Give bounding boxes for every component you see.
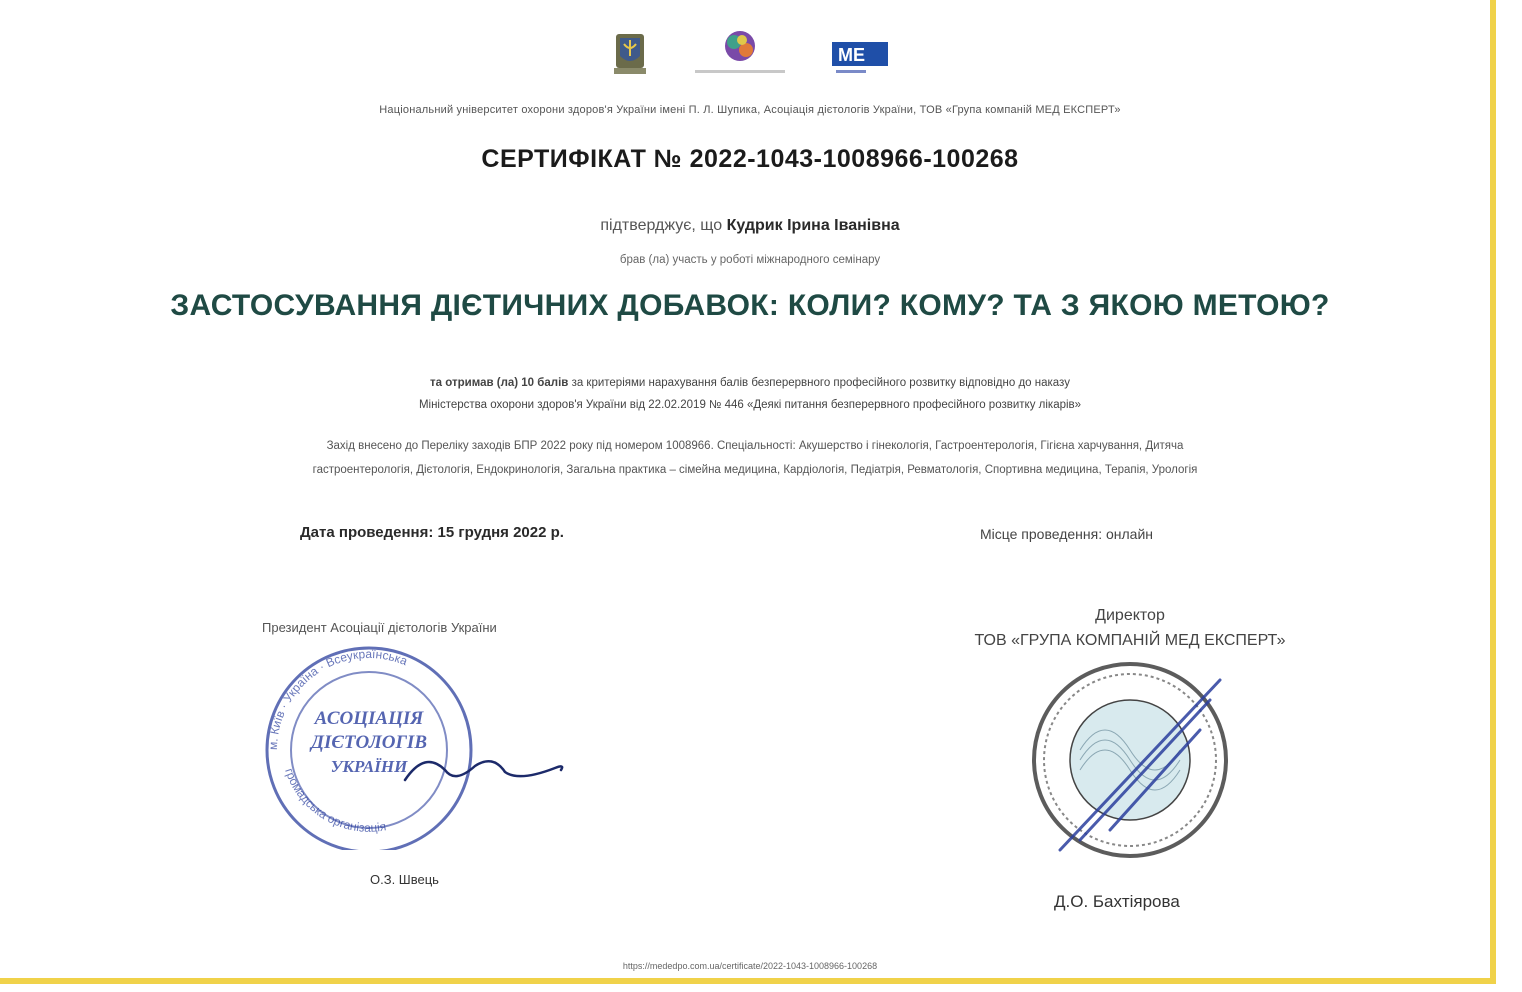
event-place: Місце проведення: онлайн [980,526,1154,542]
stamp-center-line-1: АСОЦІАЦІЯ [314,708,424,729]
logo-row [0,28,1500,78]
confirm-prefix: підтверджує, що [600,217,723,234]
right-signatory-name: Д.О. Бахтіярова [1054,892,1180,911]
stamp-ring-top: м. Київ · Україна · Всеукраїнська [265,646,410,751]
company-stamp [1020,660,1250,870]
points-line-2: Міністерства охорони здоров'я України від 22.02.2019 № 446 «Деякі питання безперервного професійного розвитку лікарів» [418,399,1082,411]
association-stamp [255,640,575,850]
stamp-center-line-3: УКРАЇНИ [330,757,408,776]
right-signatory-role: Директор [1095,607,1165,624]
left-signatory-name: О.З. Швець [370,872,439,887]
specialties-block [95,434,1415,482]
left-signature-stroke [405,761,562,780]
circle-emblem-logo [690,28,790,78]
organizers-line: Національний університет охорони здоров'я України імені П. Л. Шупика, Асоціація дієтологів України, ТОВ «Група компаній МЕД ЕКСПЕРТ» [379,104,1121,116]
event-date: Дата проведення: 15 грудня 2022 р. [300,524,564,541]
points-block [0,372,1500,416]
points-line-1-rest: за критеріями нарахування балів безперервного професійного розвитку відповідно до наказу [571,377,1070,389]
left-signatory-title: Президент Асоціації дієтологів України [262,620,497,635]
confirm-line [0,217,1500,235]
participation-text: брав (ла) участь у роботі міжнародного семінару [619,254,881,266]
med-expert-logo [830,32,890,78]
points-prefix: та отримав (ла) 10 балів [430,377,569,389]
points-line-1 [0,372,1500,394]
participant-name: Кудрик Ірина Іванівна [726,217,900,234]
right-signatory-title [900,603,1360,653]
specialties-line-1: Захід внесено до Переліку заходів БПР 2022 року під номером 1008966. Спеціальності: Акушерство і гінекологія, Гастроентерологія, Гігієна харчування, Дитяча [326,440,1184,452]
right-signatory-company: ТОВ «ГРУПА КОМПАНІЙ МЕД ЕКСПЕРТ» [974,632,1286,649]
svg-text:ME: ME [838,45,865,65]
stamp-center-line-2: ДІЄТОЛОГІВ [310,732,428,753]
certificate-number: СЕРТИФІКАТ № 2022-1043-1008966-100268 [481,145,1019,173]
footer-url[interactable]: https://mededpo.com.ua/certificate/2022-1043-1008966-100268 [622,961,878,971]
stamp-ring-bottom: громадська організація [282,766,388,835]
specialties-line-2: гастроентерологія, Дієтологія, Ендокринологія, Загальна практика – сімейна медицина, Кардіологія, Педіатрія, Ревматологія, Спортивна медицина, Терапія, Урологія [312,464,1198,476]
seminar-title: ЗАСТОСУВАННЯ ДІЄТИЧНИХ ДОБАВОК: КОЛИ? КОМУ? ТА З ЯКОЮ МЕТОЮ? [170,289,1330,322]
coat-of-arms-logo [610,28,650,78]
